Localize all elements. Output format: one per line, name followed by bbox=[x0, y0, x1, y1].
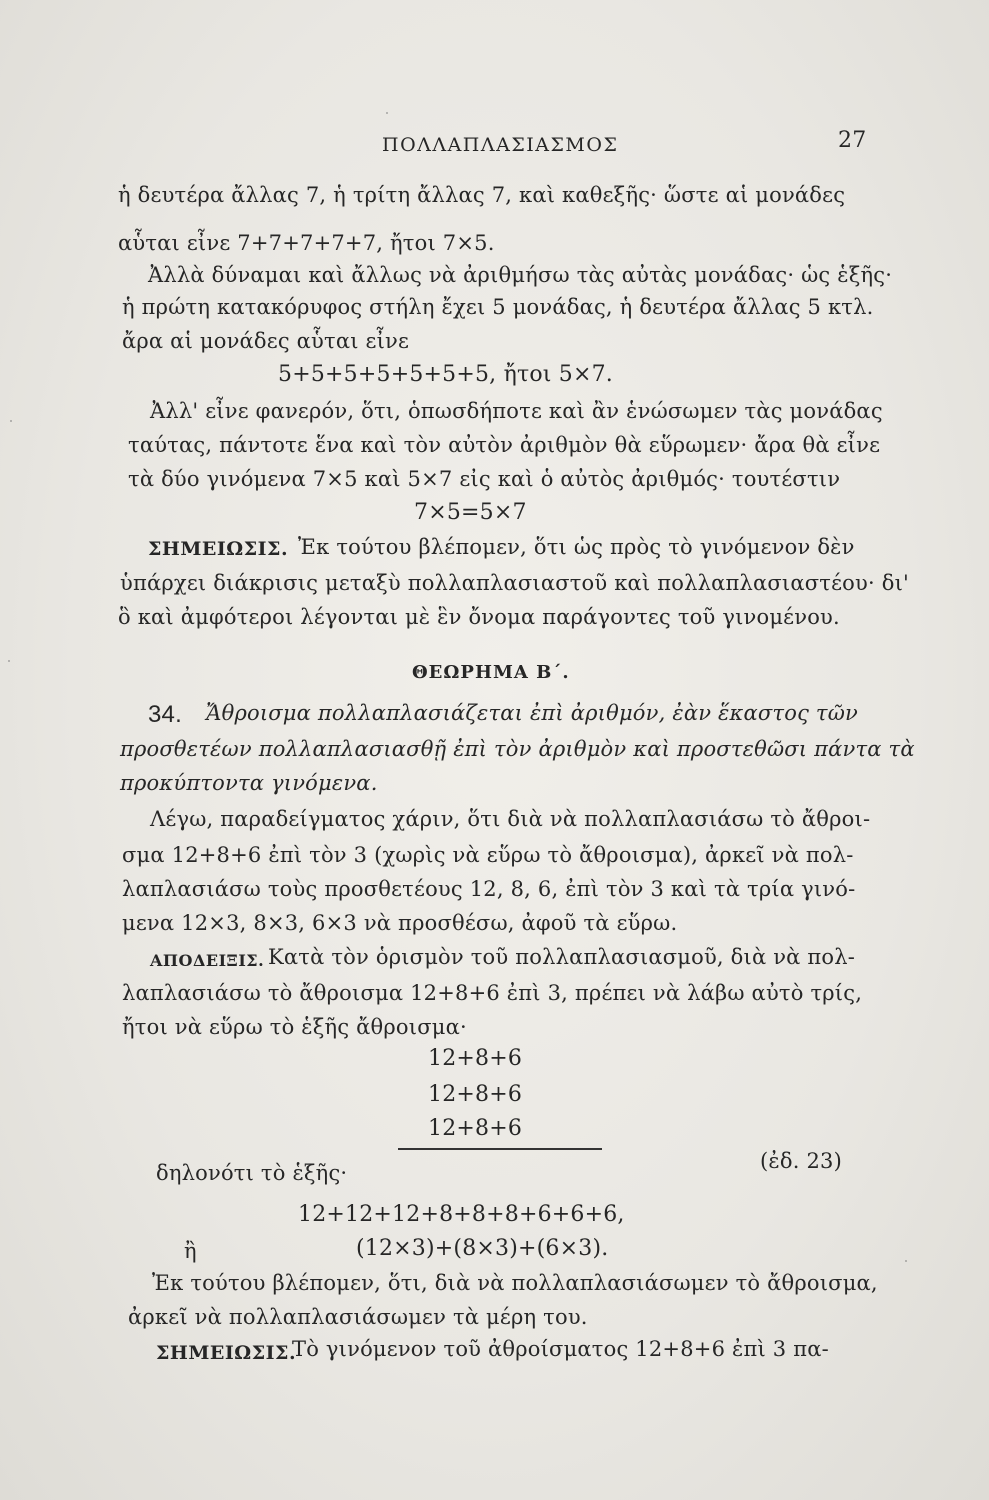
page-number: 27 bbox=[838, 128, 867, 153]
text-line: ἡ πρώτη κατακόρυφος στήλη ἔχει 5 μονάδας, ἡ δευτέρα ἄλλας 5 κτλ. bbox=[122, 295, 874, 319]
text-line: μενα 12×3, 8×3, 6×3 νὰ προσθέσω, ἀφοῦ τὰ εὕρω. bbox=[122, 911, 678, 935]
text-line: ὃ καὶ ἀμφότεροι λέγονται μὲ ἓν ὄνομα παράγοντες τοῦ γινομένου. bbox=[118, 605, 840, 629]
cross-reference: (ἐδ. 23) bbox=[760, 1149, 842, 1173]
theorem-text: Ἄθροισμα πολλαπλασιάζεται ἐπὶ ἀριθμόν, ἐὰν ἕκαστος τῶν bbox=[206, 701, 859, 725]
sum-row: 12+8+6 bbox=[428, 1046, 523, 1071]
theorem-text: προσθετέων πολλαπλασιασθῇ ἐπὶ τὸν ἀριθμὸν καὶ προστεθῶσι πάντα τὰ bbox=[120, 737, 915, 761]
text-line: ταύτας, πάντοτε ἕνα καὶ τὸν αὐτὸν ἀριθμὸν θὰ εὕρωμεν· ἄρα θὰ εἶνε bbox=[128, 433, 881, 457]
text-line: ἤτοι νὰ εὕρω τὸ ἑξῆς ἄθροισμα· bbox=[122, 1015, 467, 1039]
text-line: Ἀλλὰ δύναμαι καὶ ἄλλως νὰ ἀριθμήσω τὰς αὐτὰς μονάδας· ὡς ἑξῆς· bbox=[148, 263, 893, 287]
text-line: Ἀλλ' εἶνε φανερόν, ὅτι, ὁπωσδήποτε καὶ ἂν ἑνώσωμεν τὰς μονάδας bbox=[150, 399, 883, 423]
paper-speck bbox=[386, 112, 388, 114]
text-line: ἄρα αἱ μονάδες αὗται εἶνε bbox=[122, 329, 410, 353]
text-line: αὗται εἶνε 7+7+7+7+7, ἤτοι 7×5. bbox=[118, 231, 495, 255]
paper-speck bbox=[905, 1260, 907, 1262]
text-line: Ἐκ τούτου βλέπομεν, ὅτι ὡς πρὸς τὸ γινόμενον δὲν bbox=[298, 535, 855, 559]
text-line: ἡ δευτέρα ἄλλας 7, ἡ τρίτη ἄλλας 7, καὶ καθεξῆς· ὥστε αἱ μονάδες bbox=[118, 183, 846, 207]
text-line: δηλονότι τὸ ἑξῆς· bbox=[156, 1161, 348, 1185]
theorem-text: προκύπτοντα γινόμενα. bbox=[120, 771, 378, 795]
text-line: σμα 12+8+6 ἐπὶ τὸν 3 (χωρὶς νὰ εὕρω τὸ ἄθροισμα), ἀρκεῖ νὰ πολ- bbox=[122, 843, 854, 867]
text-line: ἀρκεῖ νὰ πολλαπλασιάσωμεν τὰ μέρη του. bbox=[128, 1305, 588, 1329]
sum-rule bbox=[398, 1148, 602, 1150]
text-line: Ἐκ τούτου βλέπομεν, ὅτι, διὰ νὰ πολλαπλασιάσωμεν τὸ ἄθροισμα, bbox=[152, 1271, 878, 1295]
theorem-title: ΘΕΩΡΗΜΑ Β΄. bbox=[412, 662, 570, 683]
sum-row: 12+8+6 bbox=[428, 1082, 523, 1107]
paper-speck bbox=[10, 420, 12, 422]
note-label: ΣΗΜΕΙΩΣΙΣ. bbox=[156, 1342, 297, 1364]
math-equation: 5+5+5+5+5+5+5, ἤτοι 5×7. bbox=[278, 362, 614, 387]
text-line: λαπλασιάσω τὸ ἄθροισμα 12+8+6 ἐπὶ 3, πρέπει νὰ λάβω αὐτὸ τρίς, bbox=[122, 981, 863, 1005]
paper-speck bbox=[8, 660, 10, 662]
math-equation: 12+12+12+8+8+8+6+6+6, bbox=[298, 1202, 625, 1227]
sum-row: 12+8+6 bbox=[428, 1116, 523, 1141]
math-equation: 7×5=5×7 bbox=[414, 500, 527, 525]
text-line: ὑπάρχει διάκρισις μεταξὺ πολλαπλασιαστοῦ καὶ πολλαπλασιαστέου· δι' bbox=[120, 571, 909, 595]
section-number: 34. bbox=[148, 701, 182, 728]
math-equation: (12×3)+(8×3)+(6×3). bbox=[356, 1236, 609, 1261]
running-header-title: ΠΟΛΛΑΠΛΑΣΙΑΣΜΟΣ bbox=[382, 134, 619, 156]
text-line: Τὸ γινόμενον τοῦ ἀθροίσματος 12+8+6 ἐπὶ 3 πα- bbox=[292, 1337, 829, 1361]
text-line: Κατὰ τὸν ὁρισμὸν τοῦ πολλαπλασιασμοῦ, διὰ νὰ πολ- bbox=[268, 945, 856, 969]
or-word: ἢ bbox=[184, 1239, 197, 1263]
text-line: Λέγω, παραδείγματος χάριν, ὅτι διὰ νὰ πολλαπλασιάσω τὸ ἄθροι- bbox=[150, 807, 871, 831]
text-line: τὰ δύο γινόμενα 7×5 καὶ 5×7 εἰς καὶ ὁ αὐτὸς ἀριθμός· τουτέστιν bbox=[128, 467, 841, 491]
proof-label: ΑΠΟΔΕΙΞΙΣ. bbox=[150, 951, 265, 970]
text-line: λαπλασιάσω τοὺς προσθετέους 12, 8, 6, ἐπὶ τὸν 3 καὶ τὰ τρία γινό- bbox=[122, 877, 856, 901]
note-label: ΣΗΜΕΙΩΣΙΣ. bbox=[148, 538, 289, 560]
